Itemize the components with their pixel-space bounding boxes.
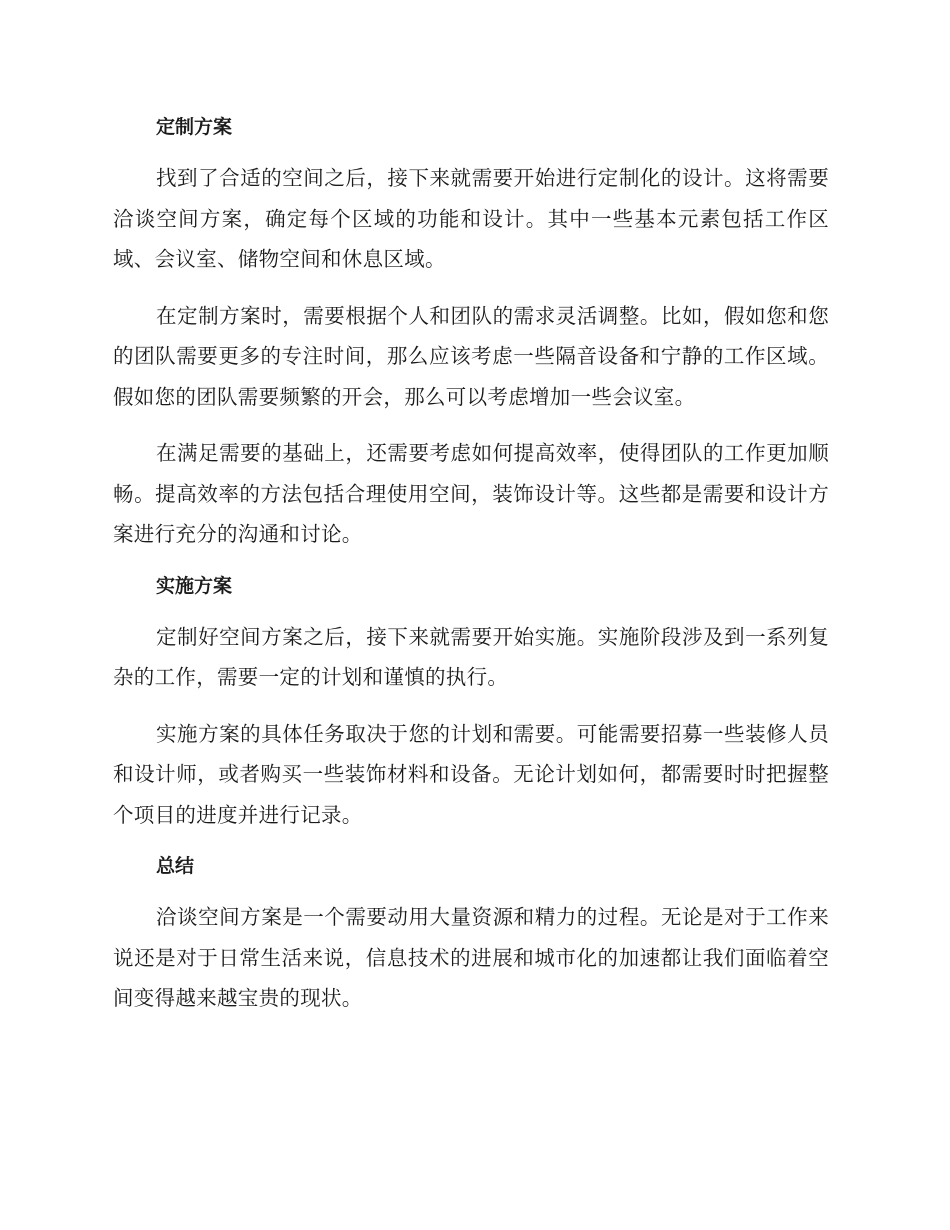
section-custom-plan: [113, 112, 829, 555]
section-heading: 总结: [156, 855, 195, 877]
section-implementation-plan: [113, 571, 829, 836]
section-heading: 定制方案: [156, 116, 233, 138]
paragraph: 在满足需要的基础上，还需要考虑如何提高效率，使得团队的工作更加顺畅。提高效率的方法包括合理使用空间，装饰设计等。这些都是需要和设计方案进行充分的沟通和讨论。: [113, 441, 829, 546]
document-page: [113, 112, 829, 1035]
paragraph: 洽谈空间方案是一个需要动用大量资源和精力的过程。无论是对于工作来说还是对于日常生活来说，信息技术的进展和城市化的加速都让我们面临着空间变得越来越宝贵的现状。: [113, 905, 829, 1010]
paragraph: 定制好空间方案之后，接下来就需要开始实施。实施阶段涉及到一系列复杂的工作，需要一定的计划和谨慎的执行。: [113, 624, 829, 689]
section-summary: [113, 851, 829, 1019]
paragraph: 在定制方案时，需要根据个人和团队的需求灵活调整。比如，假如您和您的团队需要更多的专注时间，那么应该考虑一些隔音设备和宁静的工作区域。假如您的团队需要频繁的开会，那么可以考虑增加一些会议室。: [113, 303, 829, 409]
paragraph: 找到了合适的空间之后，接下来就需要开始进行定制化的设计。这将需要洽谈空间方案，确定每个区域的功能和设计。其中一些基本元素包括工作区域、会议室、储物空间和休息区域。: [113, 166, 829, 271]
paragraph: 实施方案的具体任务取决于您的计划和需要。可能需要招募一些装修人员和设计师，或者购买一些装饰材料和设备。无论计划如何，都需要时时把握整个项目的进度并进行记录。: [113, 721, 829, 827]
section-heading: 实施方案: [156, 574, 233, 597]
